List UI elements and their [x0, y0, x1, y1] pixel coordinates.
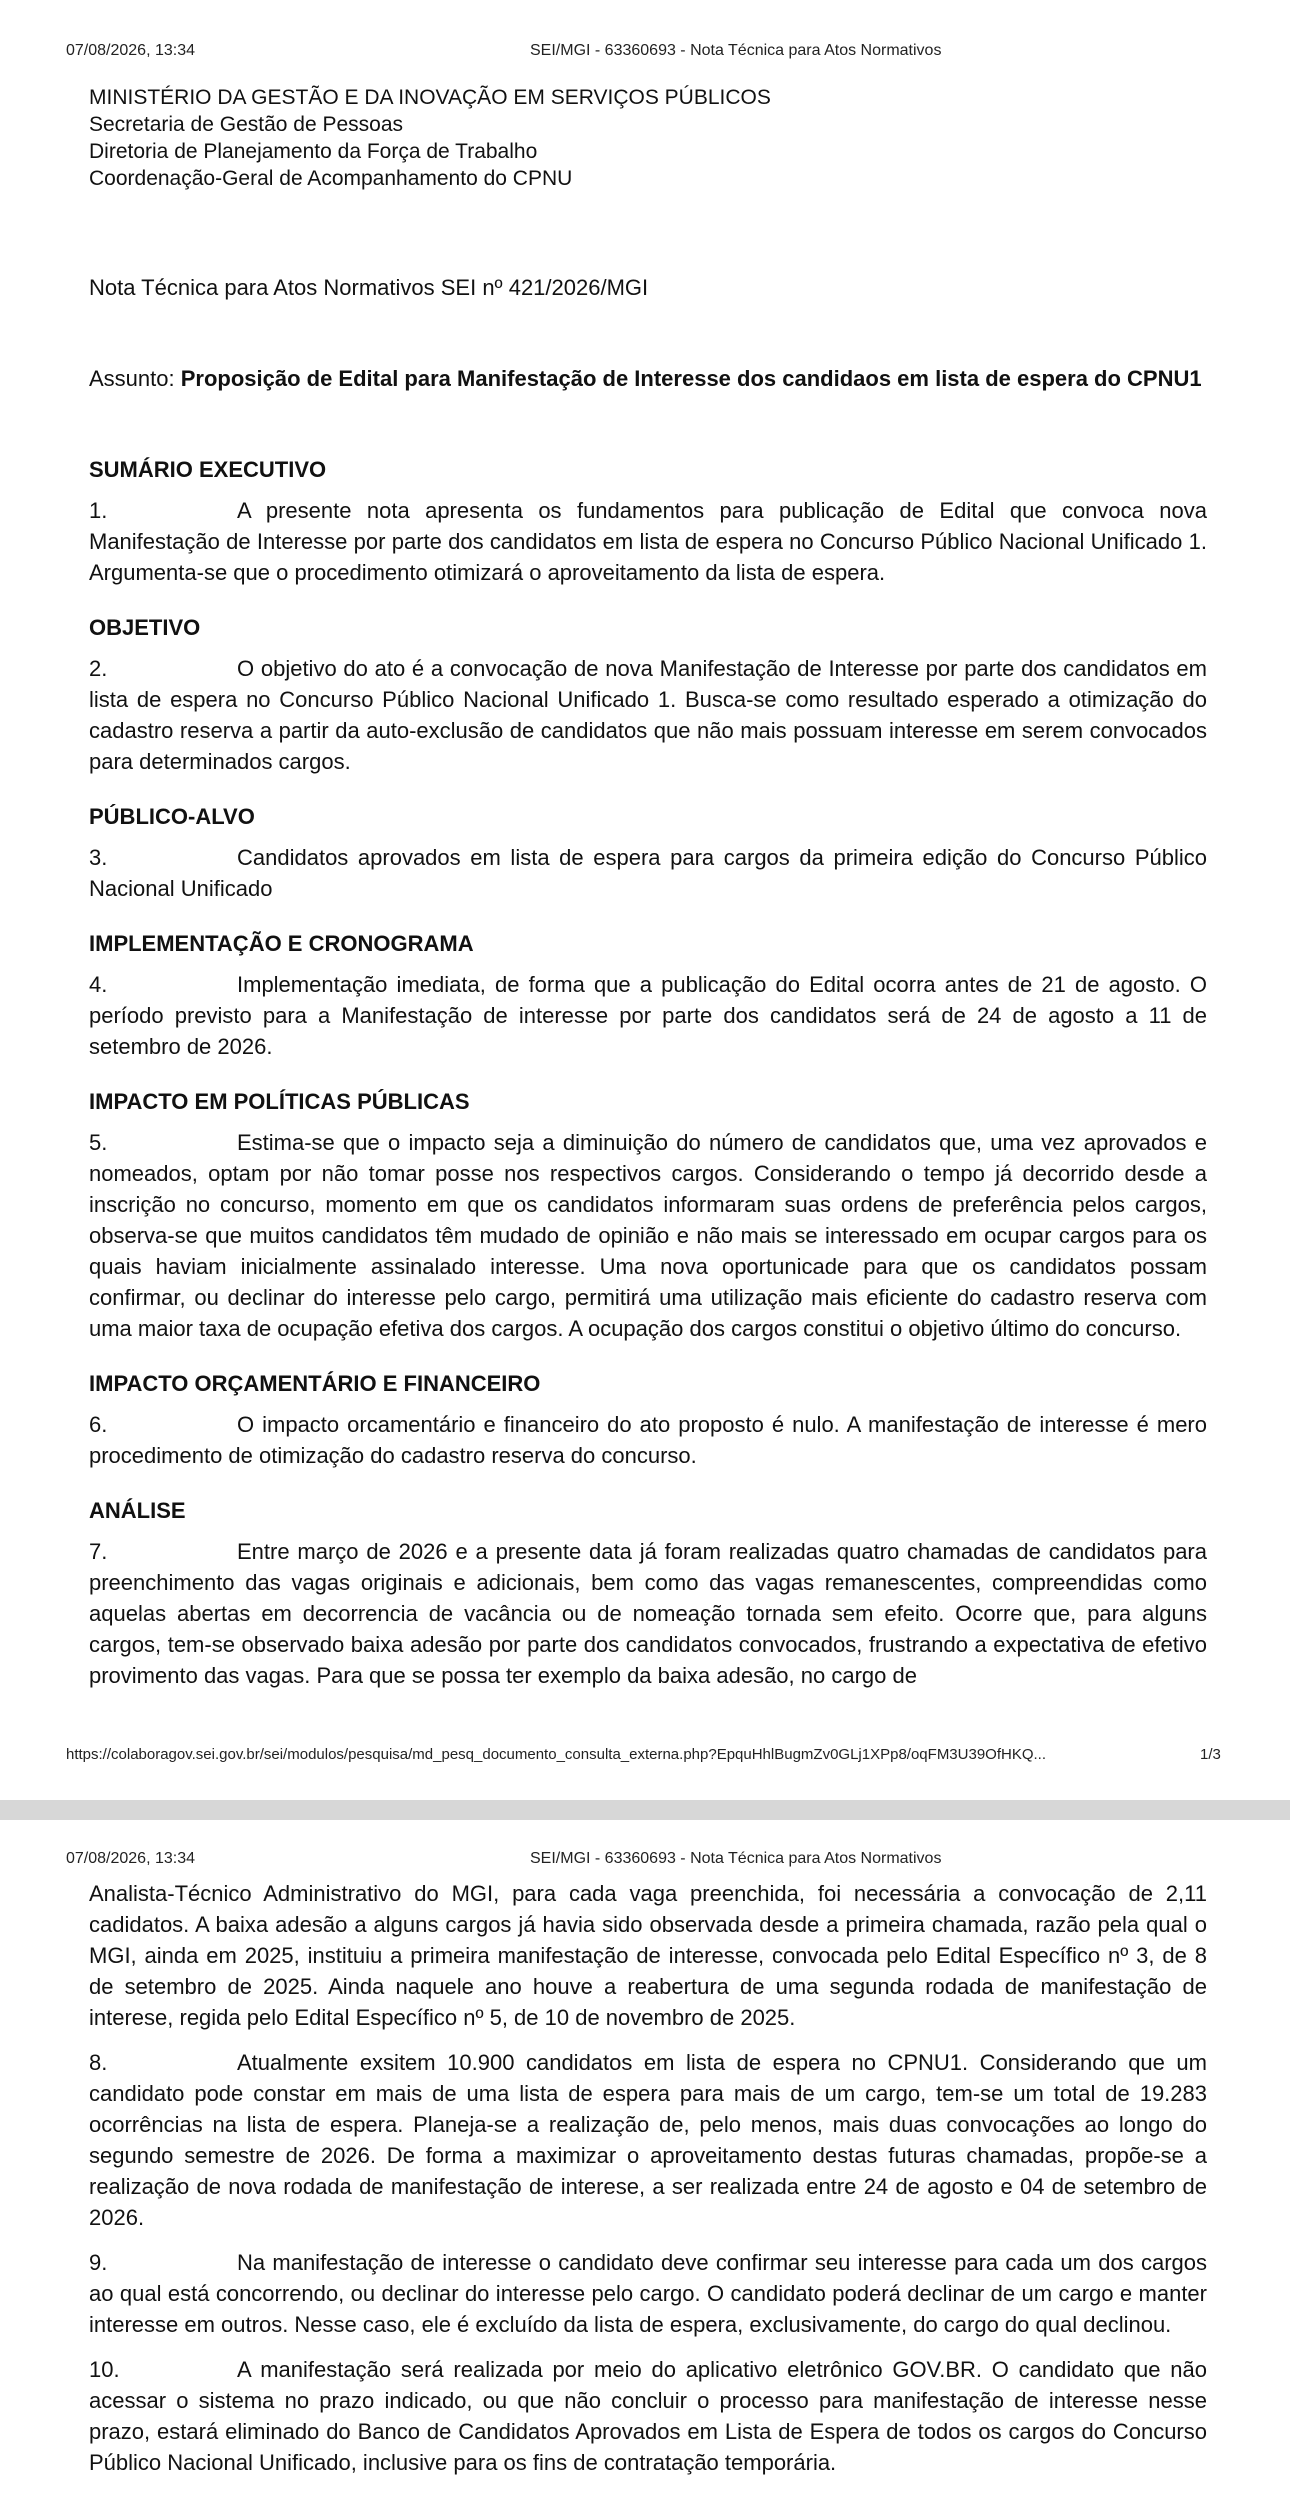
paragraph-text: Implementação imediata, de forma que a publicação do Edital ocorra antes de 21 de agosto. O período previsto para a Manifestação de interesse por parte dos candidatos será de 24 de agosto a 11 de setembro de 2026.	[89, 972, 1207, 1059]
paragraph-text: A manifestação será realizada por meio do aplicativo eletrônico GOV.BR. O candidato que não acessar o sistema no prazo indicado, ou que não concluir o processo para manifestação de interesse nesse prazo, estará eliminado do Banco de Candidatos Aprovados em Lista de Espera de todos os cargos do Concurso Público Nacional Unificado, inclusive para os fins de contratação temporária.	[89, 2357, 1207, 2475]
org-ministry: MINISTÉRIO DA GESTÃO E DA INOVAÇÃO EM SERVIÇOS PÚBLICOS	[89, 86, 771, 109]
print-header-datetime: 07/08/2026, 13:34	[66, 42, 196, 59]
paragraph-number: 1.	[89, 498, 108, 523]
paragraph-8	[89, 2047, 1207, 2233]
paragraph-text: O objetivo do ato é a convocação de nova Manifestação de Interesse por parte dos candidatos em lista de espera no Concurso Público Nacional Unificado 1. Busca-se como resultado esperado a otimização do cadastro reserva a partir da auto-exclusão de candidatos que não mais possuam interesse em serem convocados para determinados cargos.	[89, 656, 1207, 774]
paragraph-6	[89, 1409, 1207, 1471]
section-heading-impacto-politicas: IMPACTO EM POLÍTICAS PÚBLICAS	[89, 1089, 470, 1114]
section-heading-publico-alvo: PÚBLICO-ALVO	[89, 804, 255, 829]
paragraph-number: 6.	[89, 1412, 108, 1437]
paragraph-10	[89, 2354, 1207, 2478]
paragraph-text: A presente nota apresenta os fundamentos para publicação de Edital que convoca nova Manifestação de Interesse por parte dos candidatos em lista de espera no Concurso Público Nacional Unificado 1. Argumenta-se que o procedimento otimizará o aproveitamento da lista de espera.	[89, 498, 1207, 585]
document-title: Nota Técnica para Atos Normativos SEI nº 421/2026/MGI	[89, 275, 649, 300]
paragraph-3	[89, 842, 1207, 904]
section-heading-impacto-orcamentario: IMPACTO ORÇAMENTÁRIO E FINANCEIRO	[89, 1371, 541, 1396]
section-heading-analise: ANÁLISE	[89, 1498, 186, 1523]
paragraph-text: Entre março de 2026 e a presente data já foram realizadas quatro chamadas de candidatos para preenchimento das vagas originais e adicionais, bem como das vagas remanescentes, compreendidas como aquelas abertas em decorrencia de vacância ou de nomeação tornada sem efeito. Ocorre que, para alguns cargos, tem-se observado baixa adesão por parte dos candidatos convocados, frustrando a expectativa de efetivo provimento das vagas. Para que se possa ter exemplo da baixa adesão, no cargo de	[89, 1539, 1207, 1688]
print-header-datetime: 07/08/2026, 13:34	[66, 1850, 196, 1867]
paragraph-number: 4.	[89, 972, 108, 997]
paragraph-number: 3.	[89, 845, 108, 870]
paragraph-text: O impacto orcamentário e financeiro do ato proposto é nulo. A manifestação de interesse é mero procedimento de otimização do cadastro reserva do concurso.	[89, 1412, 1207, 1468]
paragraph-text: Estima-se que o impacto seja a diminuição do número de candidatos que, uma vez aprovados e nomeados, optam por não tomar posse nos respectivos cargos. Considerando o tempo já decorrido desde a inscrição no concurso, momento em que os candidatos informaram suas ordens de preferência pelos cargos, observa-se que muitos candidatos têm mudado de opinião e não mais se interessado em ocupar cargos para os quais haviam inicialmente assinalado interesse. Uma nova oportunicade para que os candidatos possam confirmar, ou declinar do interesse pelo cargo, permitirá uma utilização mais eficiente do cadastro reserva com uma maior taxa de ocupação efetiva dos cargos. A ocupação dos cargos constitui o objetivo último do concurso.	[89, 1130, 1207, 1341]
paragraph-7	[89, 1536, 1207, 1691]
paragraph-4	[89, 969, 1207, 1062]
organization-block	[89, 84, 1207, 192]
paragraph-text: Na manifestação de interesse o candidato deve confirmar seu interesse para cada um dos cargos ao qual está concorrendo, ou declinar do interesse pelo cargo. O candidato poderá declinar de um cargo e manter interesse em outros. Nesse caso, ele é excluído da lista de espera, exclusivamente, do cargo do qual declinou.	[89, 2250, 1207, 2337]
print-footer-page-number: 1/3	[1200, 1746, 1221, 1763]
paragraph-5	[89, 1127, 1207, 1344]
paragraph-9	[89, 2247, 1207, 2340]
paragraph-number: 5.	[89, 1130, 108, 1155]
paragraph-2	[89, 653, 1207, 777]
paragraph-number: 7.	[89, 1539, 108, 1564]
print-footer-url: https://colaboragov.sei.gov.br/sei/modulos/pesquisa/md_pesq_documento_consulta_externa.php?EpquHhlBugmZv0GLj1XPp8/oqFM3U39OfHKQ...	[66, 1746, 1047, 1763]
print-header-title: SEI/MGI - 63360693 - Nota Técnica para Atos Normativos	[530, 42, 942, 59]
org-diretoria: Diretoria de Planejamento da Força de Trabalho	[89, 140, 538, 163]
paragraph-7-continuation: Analista-Técnico Administrativo do MGI, para cada vaga preenchida, foi necessária a convocação de 2,11 cadidatos. A baixa adesão a alguns cargos já havia sido observada desde a primeira chamada, razão pela qual o MGI, ainda em 2025, instituiu a primeira manifestação de interesse, convocada pelo Edital Específico nº 3, de 8 de setembro de 2025. Ainda naquele ano houve a reabertura de uma segunda rodada de manifestação de interese, regida pelo Edital Específico nº 5, de 10 de novembro de 2025.	[89, 1881, 1207, 2030]
paragraph-number: 2.	[89, 656, 108, 681]
section-heading-sumario: SUMÁRIO EXECUTIVO	[89, 457, 327, 482]
subject-label: Assunto:	[89, 366, 181, 391]
paragraph-text: Candidatos aprovados em lista de espera para cargos da primeira edição do Concurso Público Nacional Unificado	[89, 845, 1207, 901]
org-secretaria: Secretaria de Gestão de Pessoas	[89, 113, 404, 136]
paragraph-number: 10.	[89, 2357, 120, 2382]
document-body	[89, 1878, 1207, 2492]
paragraph-number: 8.	[89, 2050, 108, 2075]
print-header-title: SEI/MGI - 63360693 - Nota Técnica para Atos Normativos	[530, 1850, 942, 1867]
paragraph-number: 9.	[89, 2250, 108, 2275]
section-heading-objetivo: OBJETIVO	[89, 615, 201, 640]
org-coordenacao: Coordenação-Geral de Acompanhamento do CPNU	[89, 167, 573, 190]
subject-text: Proposição de Edital para Manifestação de Interesse dos candidaos em lista de espera do CPNU1	[180, 366, 1202, 391]
document-page-2	[0, 1820, 1290, 2511]
paragraph-text: Atualmente exsitem 10.900 candidatos em lista de espera no CPNU1. Considerando que um candidato pode constar em mais de uma lista de espera para mais de um cargo, tem-se um total de 19.283 ocorrências na lista de espera. Planeja-se a realização de, pelo menos, mais duas convocações ao longo do segundo semestre de 2026. De forma a maximizar o aproveitamento destas futuras chamadas, propõe-se a realização de nova rodada de manifestação de interese, a ser realizada entre 24 de agosto e 04 de setembro de 2026.	[89, 2050, 1207, 2230]
paragraph-1	[89, 495, 1207, 588]
section-heading-implementacao: IMPLEMENTAÇÃO E CRONOGRAMA	[89, 931, 474, 956]
page-separator	[0, 1800, 1290, 1820]
document-body	[89, 84, 1207, 1705]
subject-line	[89, 363, 1207, 394]
